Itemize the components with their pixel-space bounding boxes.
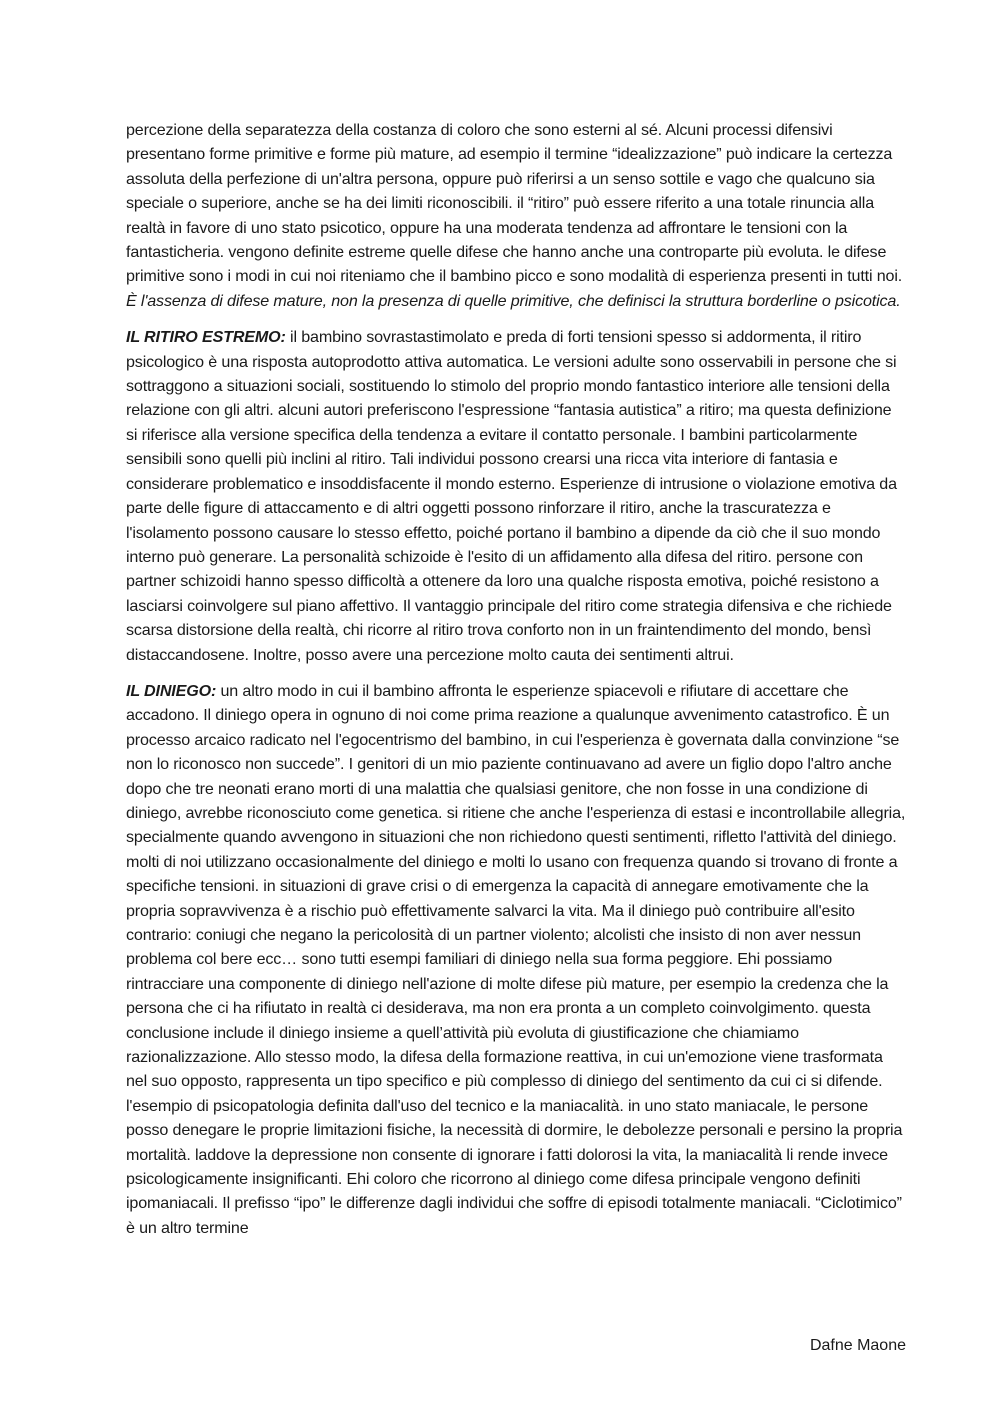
section-heading-diniego: IL DINIEGO: <box>126 681 217 700</box>
paragraph-2 <box>126 325 906 667</box>
paragraph-1-text: percezione della separatezza della costanza di coloro che sono esterni al sé. Alcuni processi difensivi presentano forme primitive e forme più mature, ad esempio il termine “idealizzazione” può indicare la certezza assoluta della perfezione di un'altra persona, oppure può riferirsi a un senso sottile e vago che qualcuno sia speciale o superiore, anche se ha dei limiti riconoscibili. il “ritiro” può essere riferito a una totale rinuncia alla realtà in favore di uno stato psicotico, oppure ha una moderata tendenza ad affrontare le tensioni con la fantasticheria. vengono definite estreme quelle difese che hanno anche una controparte più evoluta. le difese primitive sono i modi in cui noi riteniamo che il bambino picco e sono modalità di esperienza presenti in tutti noi. <box>126 121 903 286</box>
paragraph-3 <box>126 679 906 1240</box>
paragraph-1 <box>126 118 906 313</box>
paragraph-1-italic-text: È l'assenza di difese mature, non la presenza di quelle primitive, che definisci la struttura borderline o psicotica. <box>126 291 901 310</box>
document-body <box>126 118 906 1252</box>
footer-author: Dafne Maone <box>809 1337 906 1354</box>
paragraph-3-text: un altro modo in cui il bambino affronta le esperienze spiacevoli e rifiutare di accettare che accadono. Il diniego opera in ognuno di noi come prima reazione a qualunque avvenimento catastrofico. È un processo arcaico radicato nel l'egocentrismo del bambino, in cui l'esperienza è governata dalla convinzione “se non lo riconosco non succede”. I genitori di un mio paziente continuavano ad avere un figlio dopo l'altro anche dopo che tre neonati erano morti di una malattia che qualsiasi genitore, che non fosse in una condizione di diniego, avrebbe riconosciuto come genetica. si ritiene che anche l'esperienza di estasi e incontrollabile allegria, specialmente quando avvengono in situazioni che non richiedono questi sentimenti, rifletto l'attività del diniego. molti di noi utilizzano occasionalmente del diniego e molti lo usano con frequenza quando si trovano di fronte a specifiche tensioni. in situazioni di grave crisi o di emergenza la capacità di annegare emotivamente che la propria sopravvivenza è a rischio può effettivamente salvarci la vita. Ma il diniego può contribuire all'esito contrario: coniugi che negano la pericolosità di un partner violento; alcolisti che insisto di non aver nessun problema col bere ecc… sono tutti esempi familiari di diniego nella sua forma peggiore. Ehi possiamo rintracciare una componente di diniego nell'azione di molte difese più mature, per esempio la credenza che la persona che ci ha rifiutato in realtà ci desiderava, ma non era pronta a un completo coinvolgimento. questa conclusione include il diniego insieme a quell’attività più evoluta di giustificazione che chiamiamo razionalizzazione. Allo stesso modo, la difesa della formazione reattiva, in cui un'emozione viene trasformata nel suo opposto, rappresenta un tipo specifico e più complesso di diniego del sentimento da cui ci si difende. l'esempio di psicopatologia definita dall'uso del tecnico e la maniacalità. in uno stato maniacale, le persone posso denegare le proprie limitazioni fisiche, la necessità di dormire, le debolezze personali e persino la propria mortalità. laddove la depressione non consente di ignorare i fatti dolorosi la vita, la maniacalità li rende invece psicologicamente insignificanti. Ehi coloro che ricorrono al diniego come difesa principale vengono definiti ipomaniacali. Il prefisso “ipo” le differenze dagli individui che soffre di episodi totalmente maniacali. “Ciclotimico” è un altro termine <box>126 681 906 1237</box>
paragraph-2-text: il bambino sovrastastimolato e preda di forti tensioni spesso si addormenta, il ritiro psicologico è una risposta autoprodotto attiva automatica. Le versioni adulte sono osservabili in persone che si sottraggono a situazioni sociali, sostituendo lo stimolo del proprio mondo fantastico interiore alle tensioni della relazione con gli altri. alcuni autori preferiscono l'espressione “fantasia autistica” a ritiro; ma questa definizione si riferisce alla versione specifica della tendenza a evitare il contatto personale. I bambini particolarmente sensibili sono quelli più inclini al ritiro. Tali individui possono crearsi una ricca vita interiore di fantasia e considerare problematico e insoddisfacente il mondo esterno. Esperienze di intrusione o violazione emotiva da parte delle figure di attaccamento e di altri oggetti possono rinforzare il ritiro, anche la trascuratezza e l'isolamento possono causare lo stesso effetto, poiché portano il bambino a dipende da ciò che il suo mondo interno può generare. La personalità schizoide è l'esito di un affidamento alla difesa del ritiro. persone con partner schizoidi hanno spesso difficoltà a ottenere da loro una qualche risposta emotiva, poiché resistono a lasciarsi coinvolgere sul piano affettivo. Il vantaggio principale del ritiro come strategia difensiva e che richiede scarsa distorsione della realtà, chi ricorre al ritiro trova conforto non in un fraintendimento del mondo, bensì distaccandosene. Inoltre, posso avere una percezione molto cauta dei sentimenti altrui. <box>126 328 897 664</box>
section-heading-ritiro-estremo: IL RITIRO ESTREMO: <box>126 328 286 347</box>
